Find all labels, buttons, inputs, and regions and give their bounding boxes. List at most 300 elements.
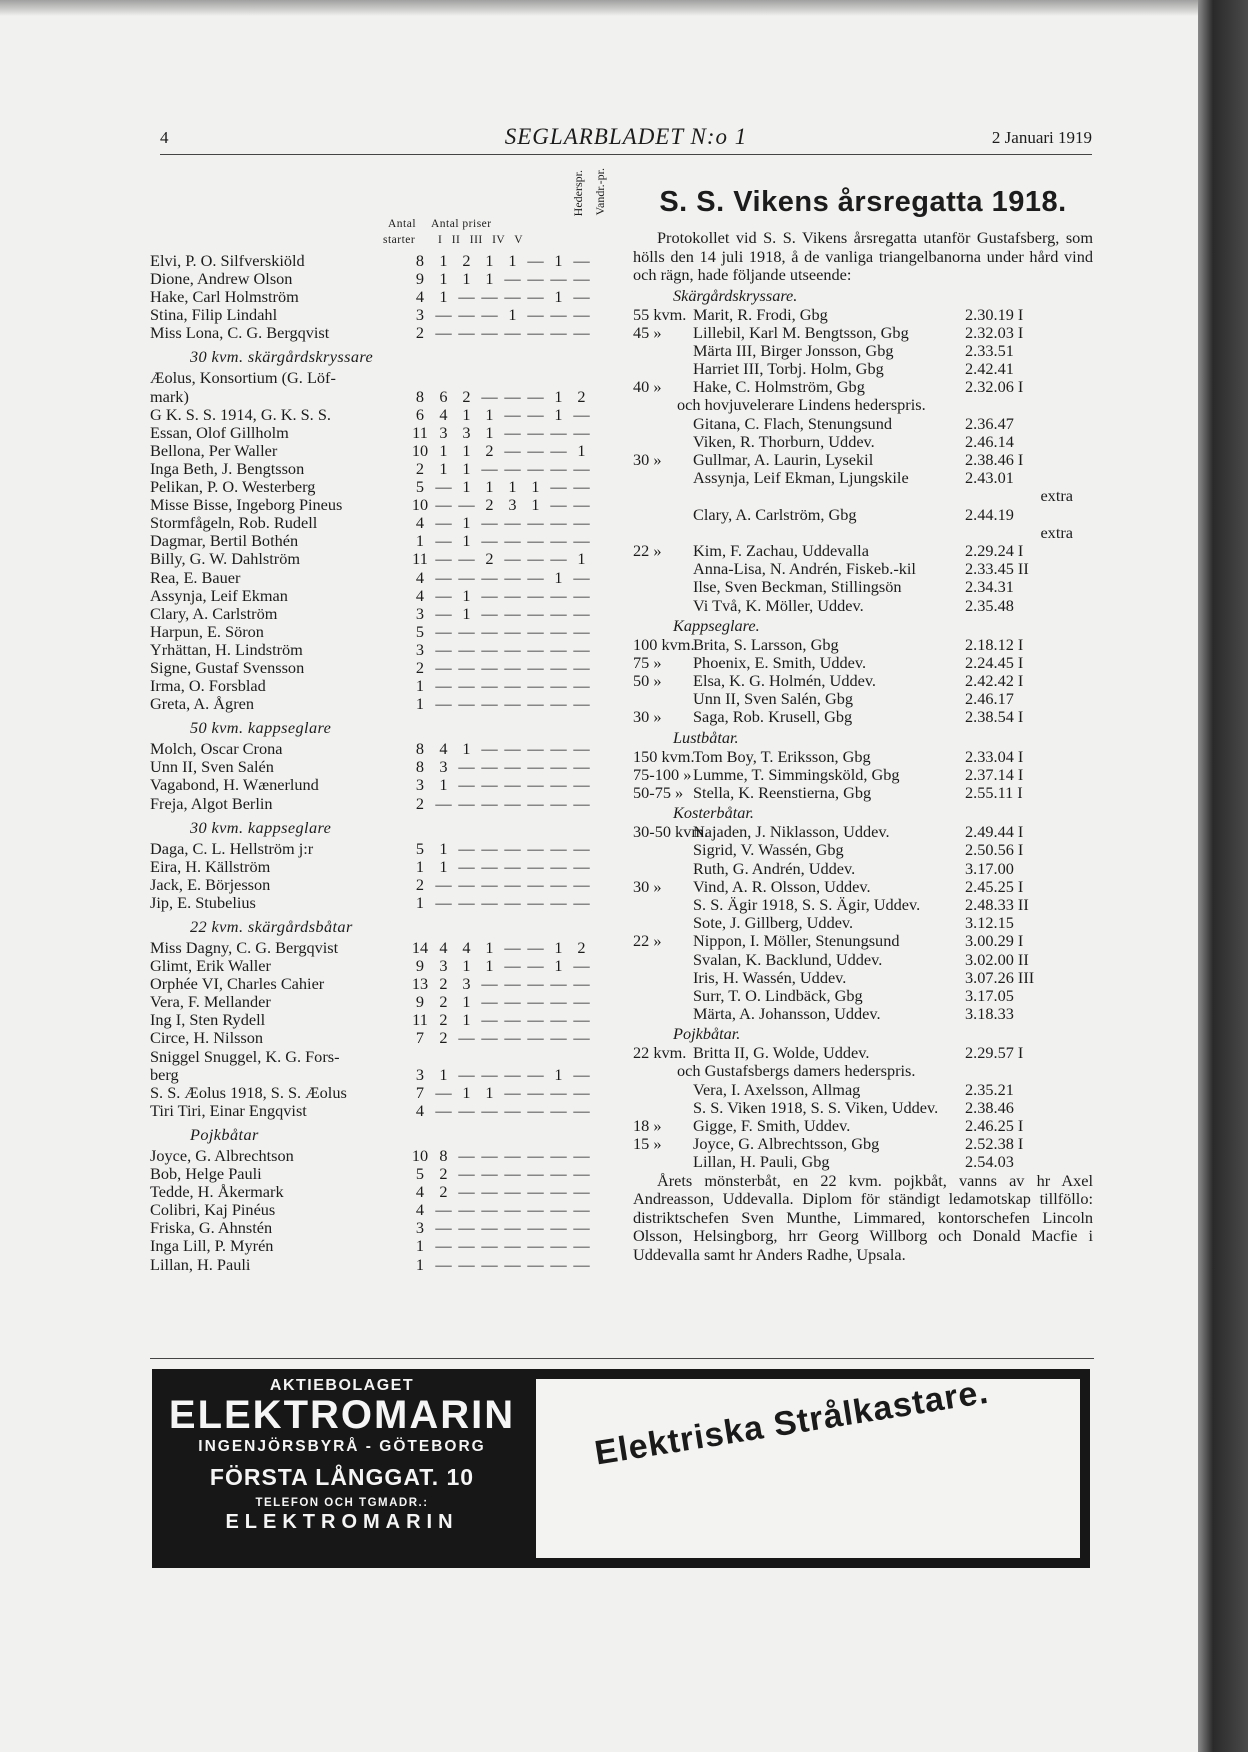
- result-row: [633, 672, 1093, 690]
- result-row: [633, 524, 1093, 542]
- boat-owner: Tiri Tiri, Einar Engqvist: [150, 1100, 307, 1120]
- prize-count: 1: [462, 992, 471, 1012]
- prize-count: —: [435, 1236, 452, 1256]
- prize-count: —: [527, 1010, 544, 1030]
- table-row: [150, 1066, 610, 1084]
- ad-company-prefix: AKTIEBOLAGET: [269, 1377, 415, 1394]
- result-row: [633, 841, 1093, 859]
- prize-count: —: [550, 1200, 567, 1220]
- result-remark: extra: [1040, 522, 1073, 542]
- prize-count: —: [504, 874, 521, 894]
- table-row: [150, 496, 610, 514]
- table-row: [150, 1029, 610, 1047]
- prize-count: —: [458, 639, 475, 659]
- result-time: 2.32.03 I: [965, 322, 1024, 342]
- table-row: [150, 876, 610, 894]
- prize-count: —: [435, 621, 452, 641]
- result-time: 2.38.46: [965, 1097, 1014, 1117]
- starts-count: 6: [415, 404, 425, 424]
- table-row: [150, 388, 610, 406]
- table-block-4: [150, 840, 610, 912]
- prize-count: —: [435, 1254, 452, 1274]
- prize-count: —: [504, 458, 521, 478]
- prize-count: —: [527, 757, 544, 777]
- page-top-edge: [0, 0, 1198, 16]
- prize-count: —: [527, 603, 544, 623]
- prize-count: 1: [462, 440, 471, 460]
- prize-count: —: [481, 1254, 498, 1274]
- prize-count: —: [573, 458, 590, 478]
- prize-count: 1: [485, 404, 494, 424]
- prize-count: 1: [439, 251, 448, 270]
- prize-count: —: [504, 1254, 521, 1274]
- header-hederspr: Hederspr.: [571, 170, 585, 217]
- prize-count: —: [435, 513, 452, 533]
- table-row: [150, 1011, 610, 1029]
- prize-count: —: [481, 874, 498, 894]
- starts-count: 11: [412, 549, 428, 569]
- prize-count: —: [481, 1218, 498, 1238]
- prize-count: —: [435, 305, 452, 325]
- prize-count: —: [527, 1236, 544, 1256]
- prize-count: —: [504, 567, 521, 587]
- prize-count: —: [573, 1254, 590, 1274]
- result-row: [633, 636, 1093, 654]
- starts-count: 1: [415, 531, 425, 551]
- prize-count: —: [504, 1218, 521, 1238]
- table-row: [150, 695, 610, 713]
- prize-count: —: [504, 1064, 521, 1084]
- prize-count: —: [527, 856, 544, 876]
- prize-count: —: [504, 1200, 521, 1220]
- prize-count: —: [573, 992, 590, 1012]
- prize-count: 1: [508, 477, 517, 497]
- starts-count: 3: [415, 305, 425, 325]
- table-block-2: [150, 369, 610, 713]
- prize-count: —: [504, 531, 521, 551]
- starts-count: 1: [415, 676, 425, 696]
- result-class: 22 »: [633, 931, 662, 951]
- prize-count: 3: [462, 974, 471, 994]
- boat-owner: Hake, Carl Holmström: [150, 287, 299, 307]
- prize-count: —: [527, 1200, 544, 1220]
- prize-count: —: [527, 531, 544, 551]
- prize-count: —: [481, 1064, 498, 1084]
- prize-count: —: [573, 251, 590, 270]
- prize-count: —: [573, 1218, 590, 1238]
- result-row: [633, 578, 1093, 596]
- table-row: [150, 1048, 610, 1066]
- result-class: 22 »: [633, 540, 662, 560]
- starts-count: 5: [415, 1164, 425, 1184]
- prize-count: —: [458, 1145, 475, 1165]
- result-row: [633, 914, 1093, 932]
- prize-count: 2: [485, 495, 494, 515]
- prize-count: —: [550, 657, 567, 677]
- prize-count: —: [527, 567, 544, 587]
- prize-count: —: [504, 676, 521, 696]
- result-note: och hovjuvelerare Lindens hederspris.: [677, 395, 926, 415]
- prize-count: —: [481, 892, 498, 912]
- result-row: [633, 951, 1093, 969]
- result-boat-owner: Svalan, K. Backlund, Uddev.: [693, 949, 883, 969]
- starts-count: 9: [415, 956, 425, 976]
- prize-count: —: [481, 694, 498, 714]
- table-row: [150, 1102, 610, 1120]
- prize-count: —: [435, 639, 452, 659]
- result-time: 2.49.44 I: [965, 822, 1024, 842]
- result-row: [633, 708, 1093, 726]
- prize-count: —: [573, 1064, 590, 1084]
- prize-count: —: [504, 585, 521, 605]
- result-time: 2.33.45 II: [965, 559, 1029, 579]
- result-class: [633, 1005, 693, 1023]
- result-boat-owner: Brita, S. Larsson, Gbg: [693, 634, 839, 654]
- starts-count: 1: [415, 856, 425, 876]
- results-sections: [633, 285, 1093, 1172]
- prize-count: —: [550, 440, 567, 460]
- result-boat-owner: Saga, Rob. Krusell, Gbg: [693, 707, 853, 727]
- prize-count: —: [504, 422, 521, 442]
- prize-count: —: [550, 621, 567, 641]
- prize-count: —: [504, 775, 521, 795]
- boat-owner: Dione, Andrew Olson: [150, 269, 293, 289]
- prize-count: —: [458, 657, 475, 677]
- issue-date: 2 Januari 1919: [991, 128, 1092, 147]
- section-heading: 30 kvm. kappseglare: [190, 817, 332, 837]
- prize-count: —: [550, 269, 567, 289]
- result-time: 2.35.21: [965, 1079, 1014, 1099]
- prize-count: 3: [439, 956, 448, 976]
- starts-count: 9: [415, 269, 425, 289]
- prize-count: —: [504, 1100, 521, 1120]
- prize-count: —: [573, 323, 590, 343]
- table-row: [150, 840, 610, 858]
- prize-count: —: [481, 1145, 498, 1165]
- boat-owner: Inga Lill, P. Myrén: [150, 1236, 274, 1256]
- prize-count: —: [458, 549, 475, 569]
- boat-owner: Sniggel Snuggel, K. G. Fors-: [150, 1046, 340, 1066]
- prize-count: —: [527, 458, 544, 478]
- prize-count: 1: [485, 251, 494, 270]
- prize-count: —: [573, 621, 590, 641]
- result-class: [633, 690, 693, 708]
- table-row: [150, 324, 610, 342]
- prize-count: —: [573, 676, 590, 696]
- prize-count: —: [527, 287, 544, 307]
- result-boat-owner: Hake, C. Holmström, Gbg: [693, 377, 865, 397]
- result-class: 30 »: [633, 707, 662, 727]
- table-row: [150, 1237, 610, 1255]
- table-row: [150, 569, 610, 587]
- boat-owner: Colibri, Kaj Pinéus: [150, 1200, 276, 1220]
- result-boat-owner: Lillebil, Karl M. Bengtsson, Gbg: [693, 322, 909, 342]
- prize-count: —: [458, 676, 475, 696]
- starts-count: 10: [411, 1145, 429, 1165]
- prize-count: —: [435, 1082, 452, 1102]
- result-time: 2.33.04 I: [965, 746, 1024, 766]
- table-row: [150, 514, 610, 532]
- prize-count: 3: [508, 495, 517, 515]
- result-row: [633, 306, 1093, 324]
- result-remark: extra: [1040, 486, 1073, 506]
- prize-count: 4: [439, 938, 448, 957]
- prize-count: —: [550, 892, 567, 912]
- result-boat-owner: Märta III, Birger Jonsson, Gbg: [693, 340, 894, 360]
- table-column-headers: [150, 168, 610, 252]
- prize-count: 3: [462, 422, 471, 442]
- boat-owner: Miss Dagny, C. G. Bergqvist: [150, 938, 339, 957]
- prize-count: —: [481, 639, 498, 659]
- prize-count: 1: [439, 440, 448, 460]
- prize-count: —: [573, 305, 590, 325]
- starts-count: 8: [415, 757, 425, 777]
- result-row: [633, 378, 1093, 396]
- starts-count: 3: [415, 1064, 425, 1084]
- prize-count: —: [458, 793, 475, 813]
- result-time: 2.33.51: [965, 340, 1014, 360]
- table-row: [150, 993, 610, 1011]
- result-time: 2.38.46 I: [965, 450, 1024, 469]
- result-time: 3.07.26 III: [965, 967, 1035, 987]
- prize-count: —: [550, 323, 567, 343]
- result-row: [633, 987, 1093, 1005]
- result-time: 2.24.45 I: [965, 652, 1024, 672]
- prize-count: —: [573, 1164, 590, 1184]
- boat-owner: Molch, Oscar Crona: [150, 739, 283, 759]
- table-row: [150, 288, 610, 306]
- result-row: [633, 878, 1093, 896]
- prize-count: —: [481, 1010, 498, 1030]
- prize-count: —: [458, 1236, 475, 1256]
- result-boat-owner: Surr, T. O. Lindbäck, Gbg: [693, 985, 863, 1005]
- prize-count: —: [504, 513, 521, 533]
- boat-owner: Tedde, H. Åkermark: [150, 1182, 284, 1202]
- prize-count: —: [550, 531, 567, 551]
- prize-count: —: [527, 1164, 544, 1184]
- prize-count: —: [527, 585, 544, 605]
- prize-count: —: [527, 513, 544, 533]
- page-number: 4: [160, 128, 169, 147]
- boat-owner: Stormfågeln, Rob. Rudell: [150, 513, 318, 533]
- prize-count: —: [527, 956, 544, 976]
- prize-count: 1: [439, 775, 448, 795]
- result-time: 2.30.19 I: [965, 304, 1024, 324]
- prize-count: —: [527, 1254, 544, 1274]
- result-row: [633, 324, 1093, 342]
- prize-count: —: [504, 269, 521, 289]
- prize-count: 1: [554, 938, 563, 957]
- prize-count: —: [550, 513, 567, 533]
- prize-count: —: [435, 1100, 452, 1120]
- prize-count: —: [458, 775, 475, 795]
- starts-count: 7: [415, 1028, 425, 1048]
- prize-count: —: [573, 513, 590, 533]
- ad-address: FÖRSTA LÅNGGAT. 10: [209, 1464, 475, 1490]
- result-time: 2.50.56 I: [965, 840, 1024, 860]
- starts-count: 4: [415, 1200, 425, 1220]
- prize-count: 1: [554, 287, 563, 307]
- boat-owner: G K. S. S. 1914, G. K. S. S.: [150, 404, 331, 424]
- prize-count: —: [435, 657, 452, 677]
- prize-count: —: [481, 739, 498, 759]
- article-closing: Årets mönsterbåt, en 22 kvm. pojkbåt, vanns av hr Axel Andreasson, Uddevalla. Diplom för ständigt ledamotskap tillföllo: distriktschefen Sven Munthe, Limmared, kontorschefen Lincoln Olsson, Helsingborg, hrr Georg Willborg och Donald Macfie i Uddevalla samt hr Anders Radhe, Upsala.: [633, 1170, 1093, 1264]
- prize-count: —: [481, 856, 498, 876]
- prize-count: —: [573, 793, 590, 813]
- prize-count: 1: [485, 269, 494, 289]
- table-row: [150, 605, 610, 623]
- prize-count: 1: [462, 585, 471, 605]
- result-row: [633, 1044, 1093, 1062]
- boat-owner: Rea, E. Bauer: [150, 567, 241, 587]
- result-class: [633, 987, 693, 1005]
- prize-count: —: [550, 585, 567, 605]
- prize-count: —: [573, 956, 590, 976]
- prize-count: —: [481, 585, 498, 605]
- result-boat-owner: Viken, R. Thorburn, Uddev.: [693, 431, 875, 451]
- prize-count: 1: [462, 404, 471, 424]
- boat-owner: Joyce, G. Albrechtson: [150, 1145, 294, 1165]
- prize-count: —: [550, 603, 567, 623]
- result-row: [633, 690, 1093, 708]
- prize-count: —: [458, 323, 475, 343]
- prize-count: —: [573, 404, 590, 424]
- result-time: 2.52.38 I: [965, 1134, 1024, 1154]
- prize-count: 1: [508, 251, 517, 270]
- prize-count: —: [527, 793, 544, 813]
- starts-count: 4: [415, 1100, 425, 1120]
- prize-count: —: [504, 739, 521, 759]
- prize-count: —: [435, 585, 452, 605]
- prize-count: —: [481, 838, 498, 858]
- result-boat-owner: Unn II, Sven Salén, Gbg: [693, 689, 854, 709]
- result-boat-owner: Vera, I. Axelsson, Allmag: [693, 1079, 861, 1099]
- prize-count: —: [550, 422, 567, 442]
- result-row: [633, 469, 1093, 487]
- result-boat-owner: Märta, A. Johansson, Uddev.: [693, 1004, 881, 1024]
- result-time: 2.54.03: [965, 1152, 1014, 1172]
- ad-slogan-panel: [536, 1372, 1080, 1558]
- prize-count: —: [527, 1082, 544, 1102]
- prize-count: —: [504, 694, 521, 714]
- result-class: [633, 342, 693, 360]
- right-column-article: [633, 186, 1093, 1264]
- table-row: [150, 758, 610, 776]
- table-row: [150, 623, 610, 641]
- prize-count: —: [573, 838, 590, 858]
- article-title: S. S. Vikens årsregatta 1918.: [659, 186, 1067, 218]
- result-boat-owner: Ruth, G. Andrén, Uddev.: [693, 858, 856, 878]
- result-time: 2.34.31: [965, 577, 1014, 597]
- result-class: 30-50 kvm.: [633, 822, 709, 842]
- result-class: [633, 1081, 693, 1099]
- prize-count: —: [550, 838, 567, 858]
- divider: [150, 1358, 1094, 1359]
- prize-count: —: [504, 621, 521, 641]
- advertisement: [152, 1369, 1090, 1568]
- result-time: 2.42.41: [965, 359, 1014, 379]
- starts-count: 14: [411, 938, 429, 957]
- prize-count: —: [481, 603, 498, 623]
- prize-count: —: [504, 1164, 521, 1184]
- result-time: 2.48.33 II: [965, 894, 1029, 914]
- prize-count: 3: [439, 422, 448, 442]
- result-boat-owner: Gullmar, A. Laurin, Lysekil: [693, 450, 874, 469]
- prize-count: —: [504, 1182, 521, 1202]
- result-class: 50-75 »: [633, 783, 684, 802]
- table-row: [150, 1147, 610, 1165]
- table-row: [150, 460, 610, 478]
- ad-company-type: INGENJÖRSBYRÅ - GÖTEBORG: [198, 1438, 486, 1455]
- prize-count: —: [435, 1218, 452, 1238]
- prize-count: —: [481, 1100, 498, 1120]
- results-section-heading: Lustbåtar.: [673, 727, 739, 747]
- prize-count: 6: [439, 386, 448, 406]
- result-row: [633, 1153, 1093, 1171]
- table-row: [150, 587, 610, 605]
- starts-count: 5: [415, 477, 425, 497]
- result-row: [633, 1099, 1093, 1117]
- prize-count: —: [573, 1145, 590, 1165]
- result-class: 30 »: [633, 450, 662, 469]
- result-class: [633, 896, 693, 914]
- table-row: [150, 677, 610, 695]
- starts-count: 4: [415, 513, 425, 533]
- table-row: [150, 1084, 610, 1102]
- prize-count: 2: [577, 938, 586, 957]
- boat-owner: Greta, A. Ågren: [150, 694, 254, 714]
- prize-count: —: [573, 422, 590, 442]
- boat-owner: Elvi, P. O. Silfverskiöld: [150, 251, 305, 270]
- result-time: 2.55.11 I: [965, 783, 1023, 802]
- section-heading: 30 kvm. skärgårdskryssare: [190, 347, 374, 367]
- ad-telegram-address: ELEKTROMARIN: [225, 1511, 459, 1533]
- prize-count: —: [573, 856, 590, 876]
- table-row: [150, 406, 610, 424]
- prize-count: 1: [462, 458, 471, 478]
- prize-count: —: [573, 585, 590, 605]
- result-boat-owner: Tom Boy, T. Eriksson, Gbg: [693, 746, 871, 766]
- starts-count: 11: [412, 422, 428, 442]
- prize-count: 4: [462, 938, 471, 957]
- page-header: [160, 124, 1092, 155]
- prize-count: —: [550, 458, 567, 478]
- ad-telephone-label: TELEFON OCH TGMADR.:: [255, 1497, 429, 1509]
- prize-count: —: [550, 1254, 567, 1274]
- prize-count: 2: [439, 1028, 448, 1048]
- result-time: 2.35.48: [965, 595, 1014, 615]
- prize-count: —: [481, 567, 498, 587]
- result-boat-owner: Vind, A. R. Olsson, Uddev.: [693, 876, 871, 896]
- prize-count: —: [527, 938, 544, 957]
- prize-count: —: [435, 549, 452, 569]
- table-block-6: [150, 1147, 610, 1274]
- result-time: 2.29.57 I: [965, 1043, 1024, 1063]
- prize-count: —: [435, 603, 452, 623]
- prize-count: —: [527, 694, 544, 714]
- prize-count: —: [481, 657, 498, 677]
- prize-count: —: [573, 269, 590, 289]
- table-row: [150, 442, 610, 460]
- prize-count: —: [550, 495, 567, 515]
- result-boat-owner: Lumme, T. Simmingsköld, Gbg: [693, 764, 900, 784]
- prize-count: 1: [554, 567, 563, 587]
- ad-company-name: ELEKTROMARIN: [168, 1393, 516, 1437]
- boat-owner: Glimt, Erik Waller: [150, 956, 271, 976]
- table-row: [150, 478, 610, 496]
- prize-count: 2: [485, 549, 494, 569]
- boat-owner: Essan, Olof Gillholm: [150, 422, 289, 442]
